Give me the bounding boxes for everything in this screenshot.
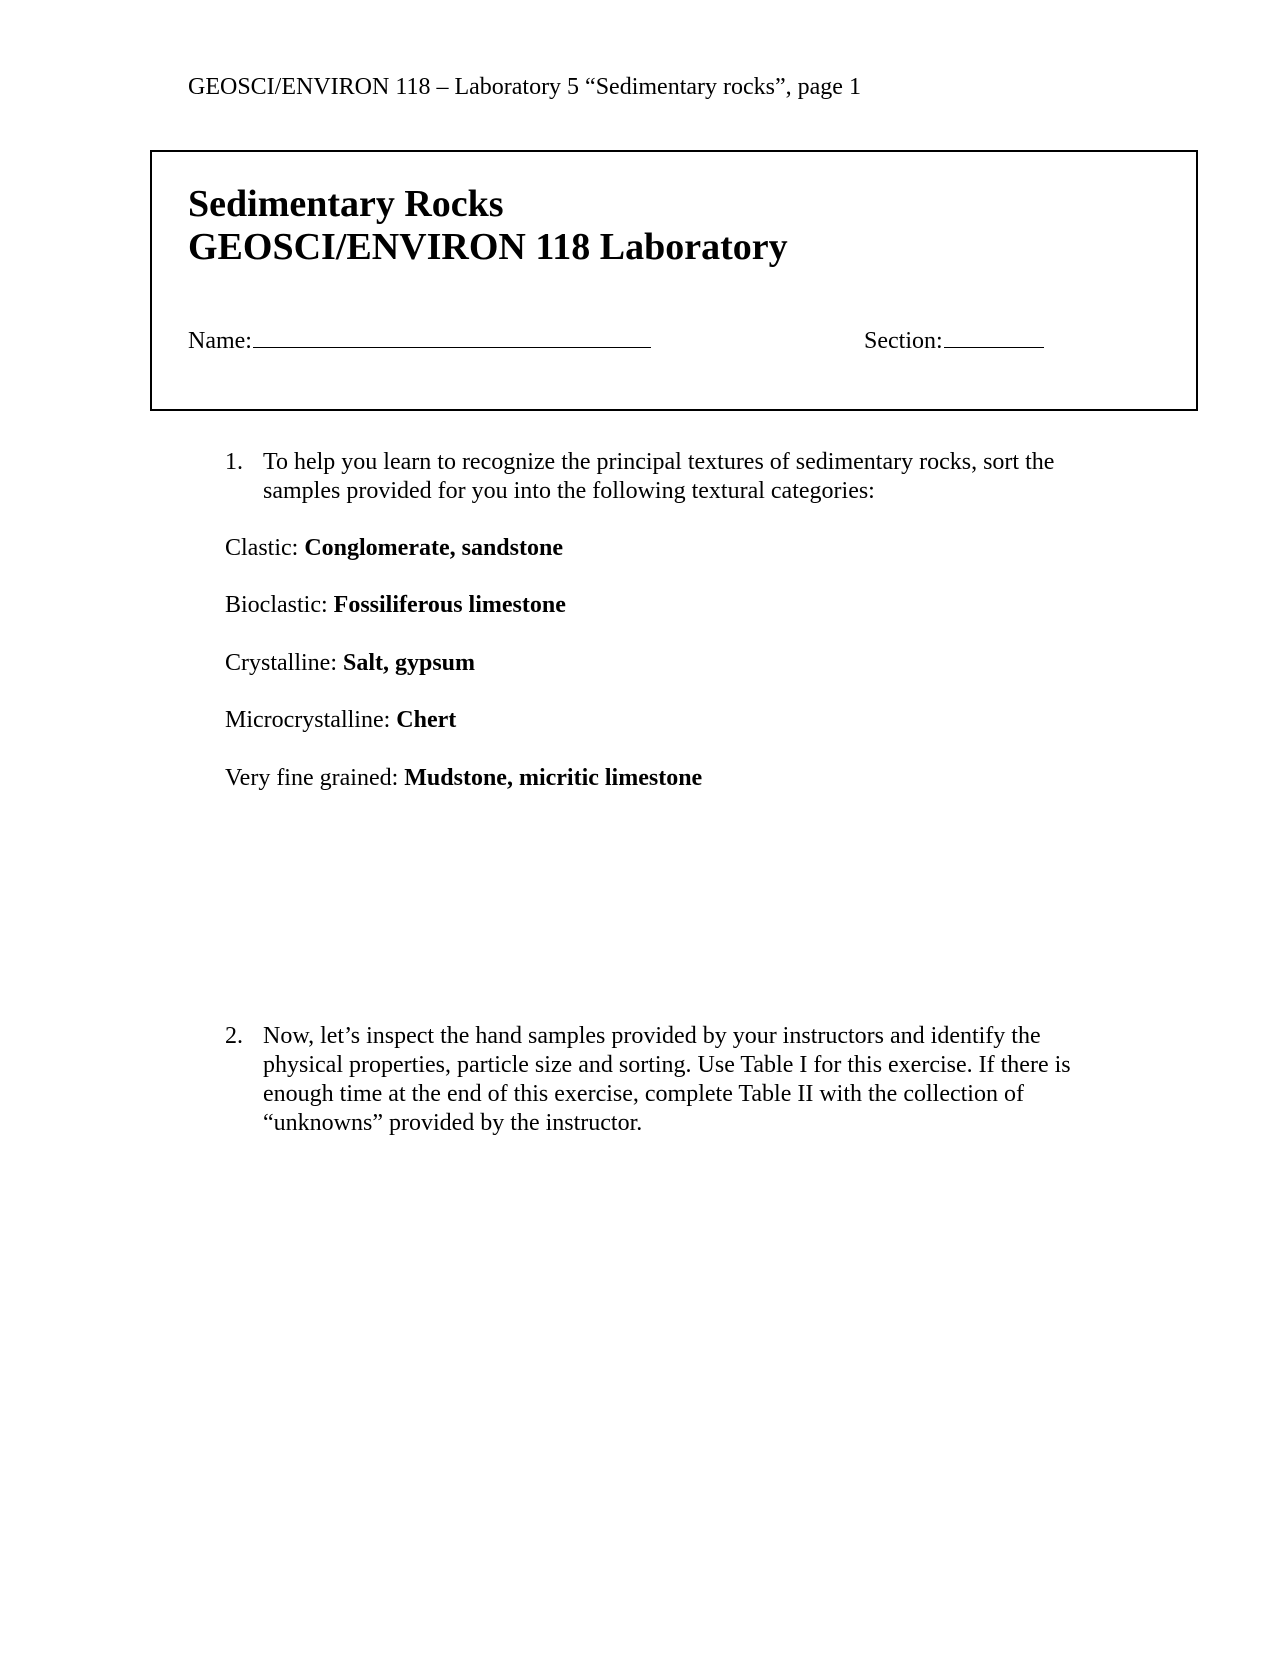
category-label: Crystalline: [225,650,337,676]
category-label: Microcrystalline: [225,707,391,733]
course-title: GEOSCI/ENVIRON 118 Laboratory [188,226,788,268]
category-label: Bioclastic: [225,592,328,618]
category-clastic [225,533,563,563]
category-microcrystalline [225,705,456,735]
category-label: Very fine grained: [225,765,399,791]
title-box [150,150,1198,411]
document-title: Sedimentary Rocks [188,183,504,225]
page-header: GEOSCI/ENVIRON 118 – Laboratory 5 “Sedimentary rocks”, page 1 [188,74,861,100]
question-number: 1. [225,449,243,475]
section-field [864,325,1044,356]
category-value: Conglomerate, sandstone [304,535,563,561]
question-text: To help you learn to recognize the principal textures of sedimentary rocks, sort the samples provided for you into the following textural categories: [263,449,1055,504]
section-blank-line[interactable] [944,325,1044,348]
category-value: Chert [396,707,457,733]
question-number: 2. [225,1023,243,1049]
name-label: Name: [188,328,252,354]
name-field [188,325,651,356]
category-label: Clastic: [225,535,299,561]
category-very-fine-grained [225,763,702,793]
category-value: Fossiliferous limestone [333,592,566,618]
category-crystalline [225,648,475,678]
name-blank-line[interactable] [253,325,651,348]
category-bioclastic [225,590,566,620]
category-value: Salt, gypsum [342,650,476,676]
category-value: Mudstone, micritic limestone [404,765,703,791]
question-text: Now, let’s inspect the hand samples provided by your instructors and identify the physical properties, particle size and sorting. Use Table I for this exercise. If there is enough time at the end of this exercise, complete Table II with the collection of “unknowns” provided by the instructor. [263,1023,1071,1136]
section-label: Section: [864,328,943,354]
